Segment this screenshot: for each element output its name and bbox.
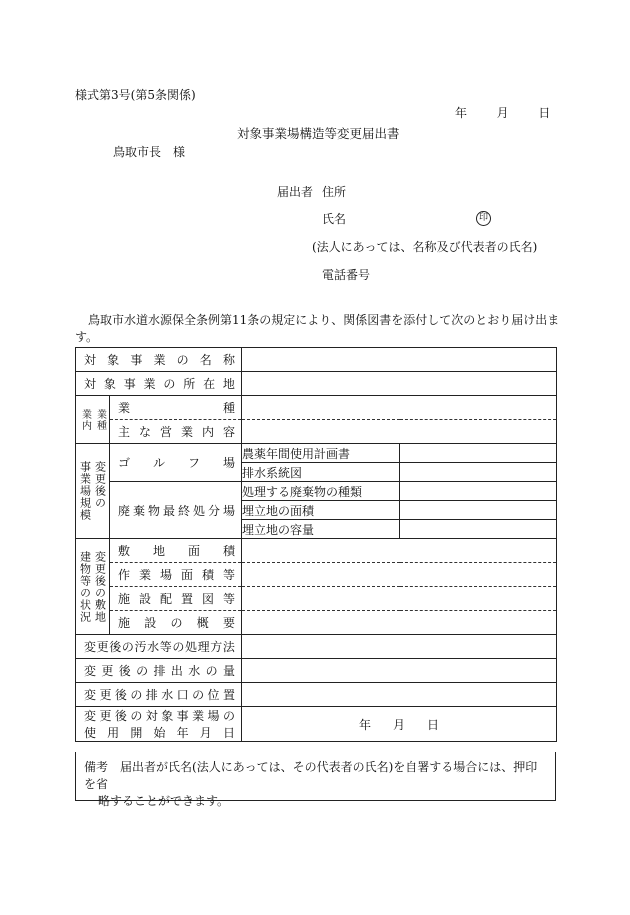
applicant-name-label: 氏名 [322, 212, 347, 226]
seal-mark [476, 209, 491, 226]
row-label-business-type: 業 種 [118, 401, 236, 415]
remarks-label: 備考 [84, 760, 109, 774]
field-business-name[interactable] [242, 348, 557, 372]
intro-line-2: す。 [75, 330, 99, 344]
field-waste-type[interactable] [400, 482, 557, 501]
form-number: 様式第3号(第5条関係) [75, 88, 196, 102]
row-label-site-area: 敷 地 面 積 [118, 544, 236, 558]
field-start-date[interactable] [242, 707, 557, 742]
row-label-wastewater-method: 変 更 後 の 汚 水 等 の 処 理 方 法 [84, 640, 235, 654]
addressee: 鳥取市長 様 [113, 145, 186, 159]
row-label-facility-overview: 施 設 の 概 要 [118, 616, 236, 630]
field-layout-plan[interactable] [242, 587, 557, 611]
header-date-day: 日 [538, 106, 551, 120]
waste-item-area: 埋立地の面積 [242, 501, 400, 520]
golf-item-drainage-diagram: 排水系統図 [242, 463, 400, 482]
group-label-scale: 変更後の 事業場規模 [76, 444, 110, 539]
field-business-type[interactable] [242, 396, 557, 420]
row-label-start-date: 変 更 後 の 対 象 事 業 場 の 使 用 開 始 年 月 日 [76, 707, 242, 742]
row-label-layout-plan: 施 設 配 置 図 等 [118, 592, 236, 606]
row-label-outlet-position: 変 更 後 の 排 水 口 の 位 置 [84, 688, 235, 702]
corporate-note: (法人にあっては、名称及び代表者の氏名) [312, 240, 538, 254]
seal-icon: 印 [476, 211, 491, 226]
group-label-site: 変更後の敷地 建物等の状況 [76, 539, 110, 635]
header-date-month: 月 [496, 106, 509, 120]
remarks-box [75, 752, 556, 808]
field-facility-overview[interactable] [242, 611, 557, 635]
start-date-year: 年 [358, 717, 371, 732]
remarks-line-1: 備考 届出者が氏名(法人にあっては、その代表者の氏名)を自署する場合には、押印を省 [84, 760, 538, 791]
golf-item-pesticide-plan: 農薬年間使用計画書 [242, 444, 400, 463]
intro-line-1: 鳥取市水道水源保全条例第11条の規定により、関係図書を添付して次のとおり届け出ま [88, 313, 560, 327]
row-label-waste-site: 廃 棄 物 最 終 処 分 場 [118, 503, 236, 518]
row-label-work-area: 作 業 場 面 積 等 [118, 568, 236, 582]
field-business-location[interactable] [242, 372, 557, 396]
group-label-business: 業種 業内 [76, 396, 110, 444]
applicant-address-label: 住所 [322, 185, 347, 199]
field-outlet-position[interactable] [242, 683, 557, 707]
field-landfill-area[interactable] [400, 501, 557, 520]
field-site-area[interactable] [242, 539, 557, 563]
application-table [75, 347, 557, 742]
field-business-content[interactable] [242, 420, 557, 444]
row-label-golf: ゴ ル フ 場 [118, 456, 236, 470]
start-date-day: 日 [427, 717, 440, 732]
row-label-discharge-volume: 変 更 後 の 排 出 水 の 量 [84, 664, 236, 678]
field-drainage-diagram[interactable] [400, 463, 557, 482]
field-wastewater-method[interactable] [242, 635, 557, 659]
applicant-phone-label: 電話番号 [322, 268, 371, 282]
row-label-business-location: 対 象 事 業 の 所 在 地 [84, 377, 235, 391]
applicant-label: 届出者 [277, 185, 314, 199]
field-pesticide-plan[interactable] [400, 444, 557, 463]
waste-item-capacity: 埋立地の容量 [242, 520, 400, 539]
page-title: 対象事業場構造等変更届出書 [237, 126, 400, 141]
field-landfill-capacity[interactable] [400, 520, 557, 539]
row-label-business-name: 対 象 事 業 の 名 称 [84, 353, 235, 367]
row-label-business-content: 主 な 営 業 内 容 [118, 425, 236, 439]
remarks-line-2: 略することができます。 [98, 794, 230, 808]
field-work-area[interactable] [242, 563, 557, 587]
header-date [455, 104, 550, 121]
waste-item-type: 処理する廃棄物の種類 [242, 482, 400, 501]
header-date-year: 年 [455, 106, 468, 120]
start-date-month: 月 [393, 717, 406, 732]
field-discharge-volume[interactable] [242, 659, 557, 683]
